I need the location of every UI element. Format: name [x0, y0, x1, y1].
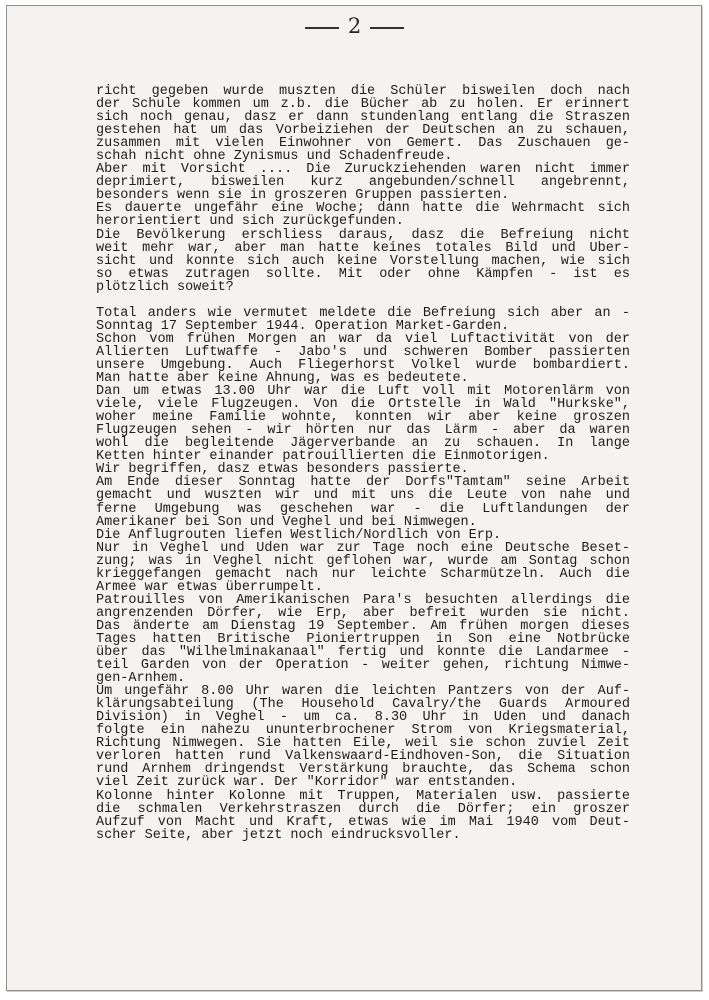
text-line: deprimiert, bisweilen kurz angebunden/schnell angebrennt, — [96, 175, 630, 191]
text-line: Schon vom frühen Morgen an war da viel Luftactivität von der — [96, 331, 630, 347]
text-line: Armee war etwas überrumpelt. — [96, 579, 323, 595]
text-line: Patrouilles von Amerikanischen Para's besuchten allerdings die — [96, 592, 630, 608]
text-line: Division) in Veghel - um ca. 8.30 Uhr in Uden und danach — [96, 710, 630, 726]
text-line: Die Anflugrouten liefen Westlich/Nordlich von Erp. — [96, 527, 502, 543]
text-line: klärungsabteilung (The Household Cavalry/the Guards Armoured — [96, 697, 630, 713]
text-line: scher Seite, aber jetzt noch eindrucksvoller. — [96, 827, 461, 843]
text-line: plötzlich soweit? — [96, 279, 234, 295]
text-line: Total anders wie vermutet meldete die Befreiung sich aber an - — [96, 305, 630, 321]
typewritten-body-text — [96, 85, 630, 842]
text-line: Richtung Nimwegen. Sie hatten Eile, weil sie schon zuviel Zeit — [96, 736, 630, 752]
text-line: viele, viele Flugzeugen. Von die Ortstelle in Wald "Hurkske", — [96, 397, 630, 413]
text-line: Die Bevölkerung erschliess daraus, dasz die Befreiung nicht — [96, 227, 630, 243]
text-line: zusammen mit vielen Einwohner von Gemert. Das Zuschauen ge- — [96, 136, 630, 152]
text-line: Das änderte am Dienstag 19 September. Am frühen morgen dieses — [96, 618, 630, 634]
text-line: sich noch genau, dasz er dann stundenlang entlang die Straszen — [96, 110, 630, 126]
text-line: angrenzenden Dörfer, wie Erp, aber befreit wurden sie nicht. — [96, 605, 630, 621]
text-line: so etwas zutragen sollte. Mit oder ohne Kämpfen - ist es — [96, 266, 630, 282]
text-line: weit mehr war, aber man hatte keines totales Bild und Uber- — [96, 240, 630, 256]
text-line: Am Ende dieser Sonntag hatte der Dorfs"Tamtam" seine Arbeit — [96, 475, 630, 491]
text-line: verloren hatten rund Valkenswaard-Eindhoven-Son, die Situation — [96, 749, 630, 765]
page-number — [0, 14, 709, 38]
text-line: sicht und konnte sich auch keine Vorstellung machen, wie sich — [96, 253, 630, 269]
text-line: Allierten Luftwaffe - Jabo's und schweren Bomber passierten — [96, 344, 630, 360]
text-line: gestehen hat um das Vorbeiziehen der Deutschen an zu schauen, — [96, 123, 630, 139]
text-line: Aufzuf von Macht und Kraft, etwas wie im Mai 1940 vom Deut- — [96, 814, 630, 830]
text-line: wohl die begleitende Jägerverbande an zu schauen. In lange — [96, 436, 630, 452]
text-line: ferne Umgebung was geschehen war - die Luftlandungen der — [96, 501, 630, 517]
text-line: rund Arnhem dringendst Verstärkung brauchte, das Schema schon — [96, 762, 630, 778]
text-line: Es dauerte ungefähr eine Woche; dann hatte die Wehrmacht sich — [96, 201, 630, 217]
paragraph-gap — [96, 294, 630, 307]
text-line: Aber mit Vorsicht .... Die Zuruckziehenden waren nicht immer — [96, 162, 630, 178]
text-line: woher meine Familie wohnte, konnten wir aber keine groszen — [96, 410, 630, 426]
text-line: Flugzeugen sehen - wir hörten nur das Lärm - aber da waren — [96, 423, 630, 439]
text-line: die schmalen Verkehrstraszen durch die Dörfer; ein groszer — [96, 801, 630, 817]
text-line: folgte ein nahezu ununterbrochener Strom von Kriegsmaterial, — [96, 723, 630, 739]
text-line: Kolonne hinter Kolonne mit Truppen, Materialen usw. passierte — [96, 788, 630, 804]
text-line: Sonntag 17 September 1944. Operation Market-Garden. — [96, 318, 510, 334]
text-line: gen-Arnhem. — [96, 671, 186, 687]
text-line: der Schule kommen um z.b. die Bücher ab zu holen. Er erinnert — [96, 97, 630, 113]
text-line: Um ungefähr 8.00 Uhr waren die leichten Pantzers von der Auf- — [96, 684, 630, 700]
text-line: Amerikaner bei Son und Veghel und bei Nimwegen. — [96, 514, 477, 530]
text-line: schah nicht ohne Zynismus und Schadenfreude. — [96, 149, 453, 165]
text-line: Nur in Veghel und Uden war zur Tage noch eine Deutsche Beset- — [96, 540, 630, 556]
page-number-dash-left — [305, 27, 339, 29]
text-line: Ketten hinter einander patrouillierten die Einmotorigen. — [96, 449, 550, 465]
text-line: teil Garden von der Operation - weiter gehen, richtung Nimwe- — [96, 658, 630, 674]
text-line: Tages hatten Britische Pioniertruppen in Son eine Notbrücke — [96, 631, 630, 647]
text-line: gemacht und wuszten wir und mit uns die Leute von nahe und — [96, 488, 630, 504]
text-line: viel Zeit zurück war. Der "Korridor" war entstanden. — [96, 775, 518, 791]
text-line: Man hatte aber keine Ahnung, was es bedeutete. — [96, 371, 469, 387]
text-line: Dan um etwas 13.00 Uhr war die Luft voll mit Motorenlärm von — [96, 384, 630, 400]
text-line: Wir begriffen, dasz etwas besonders passierte. — [96, 462, 469, 478]
text-line: herorientiert und sich zurückgefunden. — [96, 214, 404, 230]
text-line: besonders wenn sie in groszeren Gruppen passierten. — [96, 188, 510, 204]
page-number-value: 2 — [347, 14, 362, 38]
text-line: über das "Wilhelminakanaal" fertig und konnte die Landarmee - — [96, 645, 630, 661]
page-number-dash-right — [370, 27, 404, 29]
text-line: unsere Umgebung. Auch Fliegerhorst Volkel wurde bombardiert. — [96, 357, 630, 373]
text-line: richt gegeben wurde muszten die Schüler bisweilen doch nach — [96, 84, 630, 99]
text-line: zung; was in Veghel nicht geflohen war, wurde am Sontag schon — [96, 553, 630, 569]
text-line: krieggefangen gemacht nach nur leichte Scharmützeln. Auch die — [96, 566, 630, 582]
